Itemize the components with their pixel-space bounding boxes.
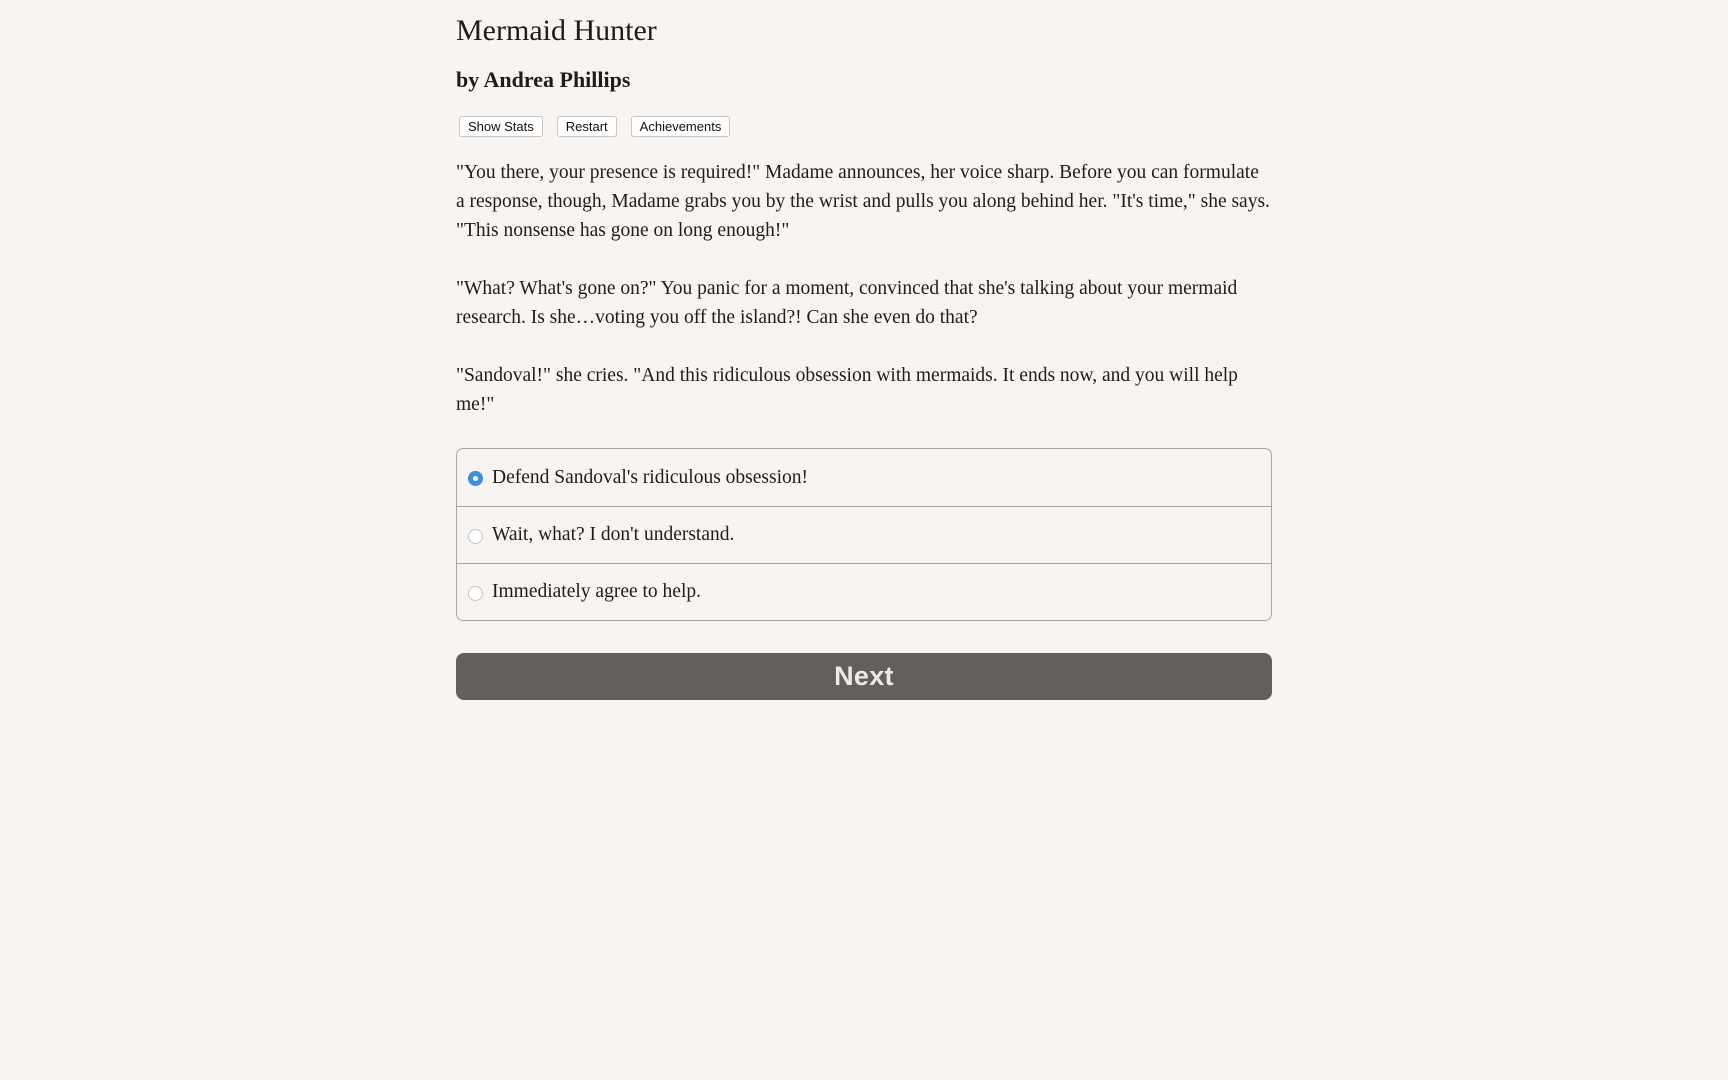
choice-label: Immediately agree to help. (492, 581, 701, 602)
choice-label: Wait, what? I don't understand. (492, 524, 735, 545)
choice-option-agree[interactable] (457, 563, 1271, 620)
story-passage (456, 158, 1272, 448)
game-title: Mermaid Hunter (456, 14, 657, 47)
show-stats-button[interactable]: Show Stats (459, 116, 543, 137)
passage-paragraph: "You there, your presence is required!" Madame announces, her voice sharp. Before you can formulate a response, though, Madame grabs you by the wrist and pulls you along behind her. "It's time," she says. "This nonsense has gone on long enough!" (456, 162, 1270, 241)
achievements-button[interactable]: Achievements (631, 116, 731, 137)
radio-unselected-icon[interactable] (468, 529, 483, 544)
restart-button[interactable]: Restart (557, 116, 617, 137)
next-button[interactable]: Next (456, 653, 1272, 700)
radio-selected-icon[interactable] (468, 471, 483, 486)
radio-unselected-icon[interactable] (468, 586, 483, 601)
choice-label: Defend Sandoval's ridiculous obsession! (492, 466, 809, 488)
passage-paragraph: "Sandoval!" she cries. "And this ridiculous obsession with mermaids. It ends now, and you will help me!" (456, 365, 1238, 415)
choice-list (456, 448, 1272, 621)
passage-paragraph: "What? What's gone on?" You panic for a moment, convinced that she's talking about your mermaid research. Is she…voting you off the island?! Can she even do that? (456, 278, 1238, 328)
game-author: by Andrea Phillips (456, 67, 631, 92)
choice-option-defend[interactable] (457, 449, 1271, 506)
toolbar (459, 116, 730, 137)
choice-option-wait[interactable] (457, 506, 1271, 563)
